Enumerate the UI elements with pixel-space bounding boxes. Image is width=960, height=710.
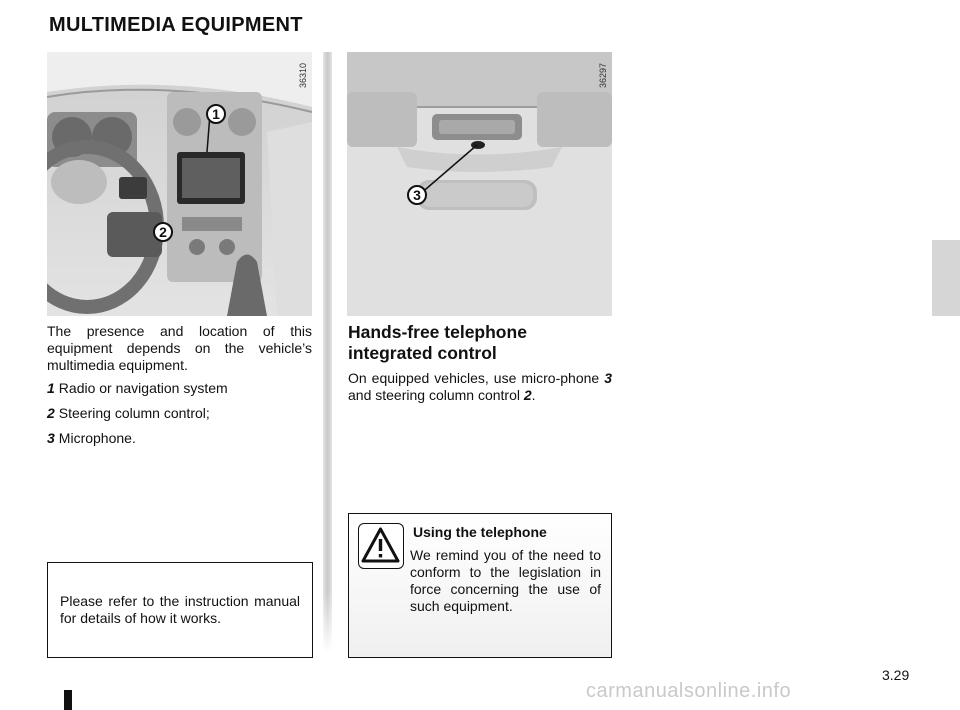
- instruction-note-box: [47, 562, 313, 658]
- list-item-text: Steering column control;: [58, 405, 210, 421]
- figure-ref-left: 36310: [298, 62, 308, 88]
- list-item-text: Radio or navigation system: [58, 380, 228, 396]
- warning-text: [358, 547, 601, 615]
- list-item-2: [47, 405, 210, 421]
- warning-text-body: We remind you of the need to conform to the legislation in force concerning the use of such equipment.: [410, 547, 601, 614]
- hands-free-paragraph: [348, 370, 612, 404]
- body-part: and steering column control: [348, 387, 524, 403]
- section-tab: [932, 240, 960, 316]
- callout-1: 1: [206, 104, 226, 124]
- figure-ref-right: 36297: [598, 62, 608, 88]
- corner-mark: [64, 690, 72, 710]
- dashboard-illustration: [47, 52, 312, 316]
- section-heading: [348, 322, 527, 364]
- list-item-number: 3: [47, 430, 55, 446]
- ref-number-2: 2: [523, 387, 532, 403]
- list-item-text: Microphone.: [58, 430, 136, 446]
- list-item-number: 2: [47, 405, 55, 421]
- section-heading-line1: Hands-free telephone: [348, 322, 527, 342]
- callout-3: 3: [407, 185, 427, 205]
- body-part: .: [531, 387, 536, 403]
- ref-number-3: 3: [604, 370, 612, 386]
- instruction-note-text: Please refer to the instruction manual for details of how it works.: [60, 593, 300, 626]
- list-item-3: [47, 430, 136, 446]
- page-number: 3.29: [882, 667, 910, 683]
- callout-2: 2: [153, 222, 173, 242]
- list-item-number: 1: [47, 380, 55, 396]
- page-title: MULTIMEDIA EQUIPMENT: [49, 14, 303, 36]
- section-heading-line2: integrated control: [348, 343, 497, 363]
- intro-paragraph: The presence and location of this equipment depends on the vehicle’s multimedia equipment.: [47, 323, 312, 373]
- callout-3-leader: [347, 52, 612, 316]
- watermark: carmanualsonline.info: [586, 680, 792, 702]
- column-divider: [323, 52, 332, 652]
- list-item-1: [47, 380, 228, 396]
- body-part: On equipped vehicles, use micro-phone: [348, 370, 605, 386]
- warning-title: Using the telephone: [413, 524, 547, 540]
